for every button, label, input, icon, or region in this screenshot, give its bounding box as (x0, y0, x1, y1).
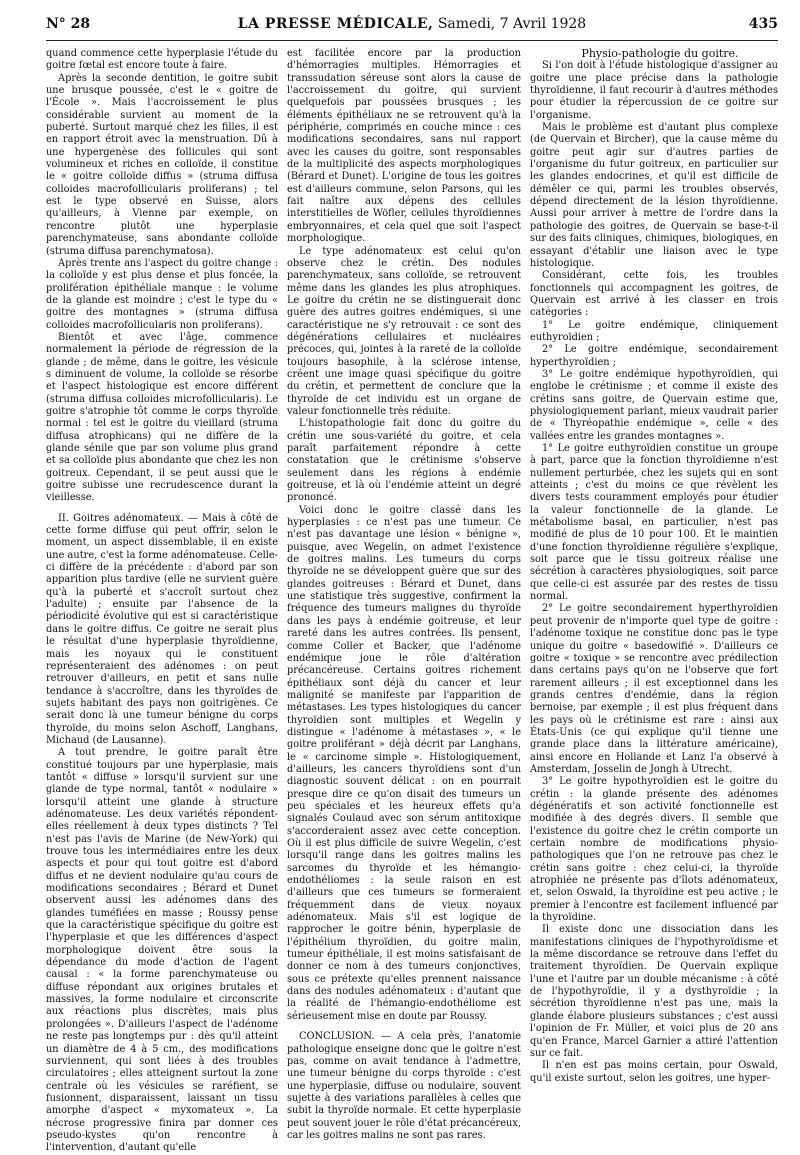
list-item: 1° Le goitre endémique, cliniquement euthyroïdien ; (530, 319, 778, 343)
paragraph: Après la seconde dentition, le goitre subit une brusque poussée, c'est le « goitre de l'École ». Mais l'accroissement le plus considérable survient au moment de la puberté. Surtout marqué chez les filles, il est en rapport étroit avec la menstruation. Dû à une hypergenèse des follicules qui sont volumineux et riches en colloïde, il constitue le « goitre colloïde diffus » (struma diffusa colloides macrofollicularis proliferans) ; tel est le type observé en Suisse, alors qu'ailleurs, à Vienne par exemple, on rencontre plutôt une hyperplasie parenchymateuse, sans abondante colloïde (struma diffusa parenchymatosa). (46, 72, 278, 257)
paragraph-conclusion: CONCLUSION. — A cela près, l'anatomie pathologique enseigne donc que le goitre n'est pas, comme on avait tendance à l'admettre, une tumeur bénigne du corps thyroïde : c'est une hyperplasie, diffuse ou nodulaire, souvent sujette à des variations parallèles à celles que subit la thyroïde normale. Et cette hyperplasie peut souvent jouer le rôle d'état précancéreux, car les goitres malins ne sont pas rares. (287, 1031, 521, 1141)
paragraph: Le type adénomateux est celui qu'on observe chez le crétin. Des nodules parenchymateux, sans colloïde, se retrouvent même dans les glandes les plus atrophiques. Le goitre du crétin ne se distinguerait donc guère des autres goitres endémiques, si une caractéristique ne s'y retrouvait : ce sont des dégénérations cellulaires et nucléaires précoces, qui, jointes à la rareté de la colloïde toujours basophile, à la sclérose intense, créent une image quasi spécifique du goitre du crétin, et permettent de conclure que la thyroïde de cet individu est un organe de valeur fonctionnelle très réduite. (287, 245, 521, 417)
paragraph: 1° Le goitre euthyroïdien constitue un groupe à part, parce que la fonction thyroïdienne n'est nullement perturbée, chez les sujets qui en sont atteints ; c'est du moins ce que révèlent les divers tests couramment employés pour étudier la valeur fonctionnelle de la glande. Le métabolisme basal, en particulier, n'est pas modifié de plus de 10 pour 100. Et le maintien d'une fonction thyroïdienne régulière s'explique, soit parce que le tissu goitreux réalise une sécrétion à caractères physiologiques, soit parce que celle-ci est assurée par des restes de tissu normal. (530, 443, 778, 603)
issue-date: Samedi, 7 Avril 1928 (437, 16, 587, 32)
paragraph: 2° Le goitre secondairement hyperthyroïdien peut provenir de n'importe quel type de goitre : l'adénome toxique ne constitue donc pas le type unique du goitre « basedowifié ». D'ailleurs ce goitre « toxique » se rencontre avec prédilection dans certains pays qu'on ne l'observe que fort rarement ailleurs ; il est exceptionnel dans les grands centres d'endémie, dans la région bernoise, par exemple ; il est plus fréquent dans les pays où le crétinisme est rare : ainsi aux États-Unis (ce qui explique qu'il tienne une grande place dans la littérature américaine), ainsi encore en Hollande et Lanz l'a observé à Amsterdam, Josselin de Jongh à Utrecht. (530, 603, 778, 775)
list-item: 3° Le goitre endémique hypothyroïdien, qui englobe le crétinisme ; et comme il existe des crétins sans goitre, de Quervain estime que, physiologiquement parlant, mieux vaudrait parler de « Thyréopathie endémique », celle « des vallées entre les grandes montagnes ». (530, 368, 778, 442)
paragraph: Voici donc le goitre classé dans les hyperplasies : ce n'est pas une tumeur. Ce n'est pas davantage une lésion « bénigne », puisque, avec Wegelin, on admet l'existence de goitres malins. Les tumeurs du corps thyroïde ne se développent guère que sur des glandes goitreuses : Bérard et Dunet, dans une statistique très suggestive, confirment la fréquence des tumeurs malignes du thyroïde dans les pays à endémie goitreuse, et leur rareté dans les autres contrées. Ils pensent, comme Coller et Backer, que l'adénome endémique joue le rôle d'altération précancéreuse. Certains goitres richement épithéliaux sont déjà du cancer et leur malignité se manifeste par l'apparition de métastases. Les types histologiques du cancer thyroïdien sont multiples et Wegelin y distingue « l'adénome à métastases », « le goitre proliférant » déjà décrit par Langhans, le « carcinome simple ». Histologiquement, d'ailleurs, les cancers thyroïdiens sont d'un diagnostic souvent délicat : on en pourrait presque dire ce qu'on disait des tumeurs un peu spéciales et les heureux effets qu'a signalés Coulaud avec son sérum antitoxique s'accorderaient assez avec cette conception. Où il est plus difficile de suivre Wegelin, c'est lorsqu'il range dans les goitres malins les sarcomes du thyroïde et les hémangio-endothéliomes : la seule raison en est d'ailleurs que ces tumeurs se formeraient fréquemment dans de vieux noyaux adénomateux. Mais s'il est logique de rapprocher le goitre bénin, hyperplasie de l'épithélium thyroïdien, du goitre malin, tumeur épithéliale, il est moins satisfaisant de donner ce nom à des tumeurs conjonctives, sous ce prétexte qu'elles prennent naissance dans des nodules adénomateux : d'autant que la réalité de l'hémangio-endothéliome est sérieusement mise en doute par Roussy. (287, 504, 521, 1022)
paragraph: Après trente ans l'aspect du goitre change : la colloïde y est plus dense et plus foncée, la prolifération épithéliale manque : le volume de la glande est moindre ; c'est le type du « goitre des montagnes » (struma diffusa colloides macrofollicularis non proliferans). (46, 257, 278, 331)
paragraph: Il existe donc une dissociation dans les manifestations cliniques de l'hypothyroïdisme et la même discordance se retrouve dans l'effet du traitement thyroïdien. De Quervain explique l'une et l'autre par un double mécanisme : à côté de l'hypothyroïdie, il y a dysthyroïdie ; la sécrétion thyroïdienne n'est pas une, mais la glande élabore plusieurs substances ; c'est aussi l'opinion de Fr. Müller, et voici plus de 20 ans qu'en France, Marcel Garnier a attiré l'attention sur ce fait. (530, 924, 778, 1059)
paragraph: Considérant, cette fois, les troubles fonctionnels qui accompagnent les goitres, de Quervain est arrivé à les classer en trois catégories : (530, 270, 778, 319)
column-middle (287, 48, 521, 1141)
paragraph: II. Goitres adénomateux. — Mais à côté de cette forme diffuse qui peut offrir, selon le moment, un aspect dissemblable, il en existe une autre, c'est la forme adénomateuse. Celle-ci diffère de la précédente : d'abord par son apparition plus tardive (elle ne survient guère qu'à la puberté et s'accroît surtout chez l'adulte) ; ensuite par l'absence de la périodicité évolutive qui est si caractéristique dans le goitre diffus. Ce goitre ne serait plus le résultat d'une hyperplasie thyroïdienne, mais les noyaux qui le constituent représenteraient des adénomes : on peut retrouver d'ailleurs, en petit et sans nulle tendance à s'accroître, dans les thyroïdes de sujets habitant des pays non goitrigènes. Ce serait donc là une tumeur bénigne du corps thyroïde, du moins selon Aschoff, Langhans, Michaud (de Lausanne). (46, 512, 278, 746)
section-title: Physio-pathologie du goitre. (581, 47, 739, 60)
paragraph: est facilitée encore par la production d'hémorragies multiples. Hémorragies et transsudation séreuse sont alors la cause de l'accroissement du goitre, qui survient quelquefois par poussées brusques ; les éléments épithéliaux ne se retrouvent qu'à la périphérie, comprimés en couche mince : ces modifications secondaires, sans nul rapport avec les causes du goitre, sont responsables de la multiplicité des aspects morphologiques (Bérard et Dunet). L'origine de tous les goitres est d'ailleurs commune, selon Parsons, qui les fait naître aux dépens des cellules interstitielles de Wöfler, cellules thyroïdiennes embryonnaires, et cela quel que soit l'aspect morphologique. (287, 48, 521, 245)
paragraph: quand commence cette hyperplasie l'étude du goitre fœtal est encore toute à faire. (46, 48, 278, 72)
column-left (46, 48, 278, 1154)
page-number-left: N° 28 (46, 16, 91, 32)
page-header (46, 14, 778, 41)
paragraph: Si l'on doit à l'étude histologique d'assigner au goitre une place précise dans la pathologie thyroïdienne, il faut recourir à d'autres méthodes pour étudier la répercussion de ce goitre sur l'organisme. (530, 60, 778, 121)
page-number-right: 435 (748, 16, 778, 32)
paragraph: Mais le problème est d'autant plus complexe (de Quervain et Bircher), que la cause même du goitre peut agir sur d'autres parties de l'organisme du futur goitreux, en particulier sur les glandes endocrines, et qu'il est difficile de démêler ce qui, parmi les troubles observés, dépend directement de la lésion thyroïdienne. Aussi pour arriver à mettre de l'ordre dans la pathologie des goitres, de Quervain se base-t-il sur des faits cliniques, chimiques, biologiques, en essayant d'établir une liaison avec le type histologique. (530, 122, 778, 269)
running-title (46, 16, 778, 32)
column-right (530, 47, 778, 1084)
paragraph: A tout prendre, le goitre paraît être constitué toujours par une hyperplasie, mais tantôt « diffuse » lorsqu'il survient sur une glande de type normal, tantôt « nodulaire » lorsqu'il atteint une glande à structure adénomateuse. Les deux variétés répondent-elles réellement à deux types distincts ? Tel n'est pas l'avis de Marine (de New-York) qui trouve tous les intermédiaires entre les deux aspects et pour qui tout goitre est d'abord diffus et ne devient nodulaire qu'au cours de modifications secondaires ; Bérard et Dunet observent aussi les adénomes dans des glandes tuméfiées en masse ; Roussy pense que la caractéristique spécifique du goitre est l'hyperplasie et que les différences d'aspect morphologique doivent être sous la dépendance du mode d'action de l'agent causal : « la forme parenchymateuse ou diffuse répondant aux origines brutales et massives, la forme nodulaire et circonscrite aux réactions plus discrètes, mais plus prolongées ». D'ailleurs l'aspect de l'adénome ne reste pas longtemps pur : dès qu'il atteint un diamètre de 4 à 5 cm., des modifications surviennent, qui sont liées à des troubles circulatoires ; elles atteignent surtout la zone centrale où les vésicules se raréfient, se fusionnent, disparaissent, laissant un tissu amorphe d'aspect « myxomateux ». La nécrose progressive finira par donner ces pseudo-kystes qu'on rencontre à l'intervention, d'autant qu'elle (46, 747, 278, 1154)
journal-title: LA PRESSE MÉDICALE, (237, 16, 434, 32)
paragraph: Il n'en est pas moins certain, pour Oswald, qu'il existe surtout, selon les goitres, une hyper- (530, 1060, 778, 1084)
list-item: 2° Le goitre endémique, secondairement hyperthyroïdien ; (530, 344, 778, 368)
paragraph: L'histopathologie fait donc du goitre du crétin une sous-variété du goitre, et cela paraît parfaitement répondre à cette constatation que le crétinisme s'observe seulement dans les régions à endémie goitreuse, et là où l'endémie atteint un degré prononcé. (287, 418, 521, 504)
paragraph: 3° Le goitre hypothyroïdien est le goitre du crétin : la glande présente des adénomes dégénératifs et son activité fonctionnelle est modifiée à des degrés divers. Il semble que l'existence du goitre chez le crétin comporte un certain nombre de modifications physio-pathologiques que l'on ne retrouve pas chez le crétin sans goitre : chez celui-ci, la thyroïde atrophiée ne présente pas d'îlots adénomateux, et, selon Oswald, la thyroïdine est peu active ; le premier à l'encontre est facilement influencé par la thyroïdine. (530, 776, 778, 924)
paragraph: Bientôt et avec l'âge, commence normalement la période de régression de la glande ; de même, dans le goitre, les vésicule s diminuent de volume, la colloïde se résorbe et l'aspect histologique est encore différent (struma diffusa colloides microfollicularis). Le goitre s'atrophie tôt comme le corps thyroïde normal : tel est le goitre du vieillard (struma diffusa atrophicans) qui ne diffère de la glande sénile que par son volume plus grand et sa colloïde plus abondante que chez les non goitreux. Cependant, il se peut aussi que le goitre subisse une recrudescence durant la vieillesse. (46, 331, 278, 504)
